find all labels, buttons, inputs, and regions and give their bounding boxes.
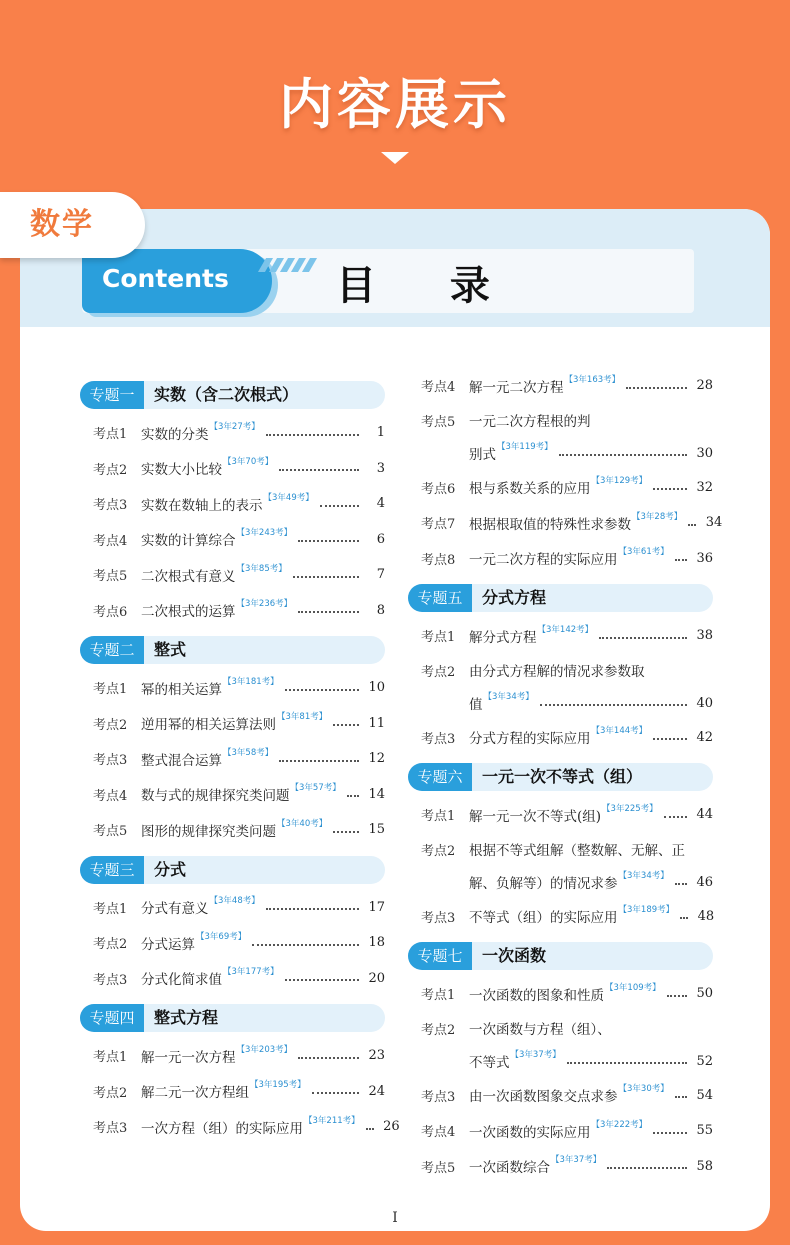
- toc-entry[interactable]: [80, 1109, 400, 1145]
- leader-dots: [320, 505, 359, 507]
- section-title: 一次函数: [482, 946, 547, 965]
- toc-entry[interactable]: [408, 505, 723, 541]
- entry-tag: 【3年163考】: [564, 374, 621, 385]
- leader-dots: [366, 1128, 374, 1130]
- toc-entry-continued[interactable]: [408, 437, 713, 470]
- entry-title: 分式运算: [141, 936, 195, 953]
- subject-tab: 数学: [0, 192, 145, 258]
- entry-number: 考点1: [93, 427, 128, 443]
- entry-tag: 【3年30考】: [618, 1084, 669, 1095]
- section-badge: 专题一: [80, 381, 144, 409]
- section-title: 实数（含二次根式）: [154, 385, 299, 404]
- entry-number: 考点5: [93, 824, 128, 840]
- entry-page: 44: [696, 807, 713, 823]
- section-title: 一元一次不等式（组）: [482, 767, 643, 786]
- toc-entry[interactable]: [408, 368, 713, 404]
- leader-dots: [347, 795, 359, 797]
- entry-tag: 【3年48考】: [209, 896, 260, 907]
- toc-entry[interactable]: [408, 470, 713, 506]
- toc-right-column: [408, 368, 723, 1184]
- toc-entry-continued[interactable]: [408, 866, 713, 899]
- entry-page: 10: [368, 680, 385, 696]
- entry-tag: 【3年211考】: [304, 1115, 360, 1126]
- section-title: 整式方程: [154, 1008, 219, 1027]
- section-badge: 专题五: [408, 584, 472, 612]
- leader-dots: [279, 760, 359, 762]
- down-arrow-icon: [381, 152, 409, 164]
- entry-number: 考点3: [93, 753, 128, 769]
- entry-tag: 【3年129考】: [591, 476, 648, 487]
- entry-title: 由分式方程解的情况求参数取: [469, 664, 645, 680]
- entry-title: 分式有意义: [141, 901, 209, 918]
- page-number: I: [392, 1210, 398, 1226]
- entry-page: 55: [696, 1123, 713, 1139]
- entry-page: 28: [696, 378, 713, 394]
- entry-number: 考点4: [421, 1125, 456, 1141]
- entry-page: 11: [368, 715, 385, 731]
- toc-entry[interactable]: [80, 451, 385, 487]
- leader-dots: [285, 689, 359, 691]
- entry-tag: 【3年236考】: [236, 599, 293, 610]
- leader-dots: [653, 738, 687, 740]
- entry-title: 幂的相关运算: [141, 681, 222, 698]
- entry-page: 7: [376, 567, 385, 583]
- entry-number: 考点7: [421, 517, 456, 533]
- entry-tag: 【3年109考】: [605, 982, 661, 993]
- entry-page: 3: [376, 460, 385, 476]
- toc-entry-continued[interactable]: [408, 687, 713, 720]
- section-title: 分式方程: [482, 588, 547, 607]
- entry-number: 考点1: [93, 901, 128, 917]
- entry-tag: 【3年203考】: [236, 1044, 293, 1055]
- section-badge: 专题六: [408, 763, 472, 791]
- entry-number: 考点5: [421, 1160, 456, 1176]
- entry-page: 14: [368, 786, 385, 802]
- entry-number: 考点3: [93, 972, 128, 988]
- entry-title: 实数在数轴上的表示: [141, 497, 263, 514]
- leader-dots: [675, 559, 687, 561]
- toc-entry[interactable]: [408, 797, 713, 833]
- entry-tag: 【3年189考】: [618, 905, 675, 916]
- entry-title: 由一次函数图象交点求参: [469, 1089, 618, 1106]
- toc-entry[interactable]: [80, 486, 385, 522]
- toc-entry[interactable]: [408, 976, 713, 1012]
- section-badge: 专题三: [80, 856, 144, 884]
- entry-page: 32: [696, 479, 713, 495]
- entry-tag: 【3年81考】: [277, 712, 328, 723]
- entry-title: 实数大小比较: [141, 462, 222, 479]
- entry-page: 23: [368, 1048, 385, 1064]
- entry-page: 8: [376, 602, 385, 618]
- entry-title: 解分式方程: [469, 629, 537, 646]
- toc-entry[interactable]: [80, 1038, 385, 1074]
- entry-page: 24: [368, 1083, 385, 1099]
- entry-tag: 【3年34考】: [483, 692, 534, 702]
- entry-number: 考点3: [93, 498, 128, 514]
- entry-title: 一次方程（组）的实际应用: [141, 1120, 303, 1137]
- entry-number: 考点2: [93, 717, 128, 733]
- entry-tag: 【3年181考】: [223, 676, 279, 687]
- entry-title: 一元二次方程根的判: [469, 414, 591, 430]
- entry-title: 分式方程的实际应用: [469, 731, 591, 748]
- entry-page: 4: [376, 496, 385, 512]
- toc-entry[interactable]: [80, 812, 385, 848]
- leader-dots: [333, 724, 359, 726]
- toc-entry[interactable]: [408, 618, 713, 654]
- toc-entry[interactable]: [408, 654, 713, 687]
- entry-title: 二次根式有意义: [141, 568, 236, 585]
- entry-tag: 【3年49考】: [263, 492, 314, 503]
- entry-page: 6: [376, 531, 385, 547]
- entry-number: 考点2: [421, 1022, 456, 1038]
- entry-page: 1: [376, 425, 385, 441]
- entry-number: 考点4: [421, 380, 456, 396]
- entry-tag: 【3年142考】: [537, 624, 594, 635]
- toc-entry[interactable]: [408, 833, 713, 866]
- entry-page: 42: [696, 729, 713, 745]
- section-title: 分式: [154, 859, 187, 879]
- leader-dots: [653, 1132, 687, 1134]
- leader-dots: [252, 944, 359, 946]
- entry-title: 解一元一次不等式(组): [469, 808, 602, 825]
- entry-tag: 【3年28考】: [632, 511, 683, 522]
- leader-dots: [266, 434, 359, 436]
- entry-number: 考点3: [421, 731, 456, 747]
- entry-title: 根据根取值的特殊性求参数: [469, 516, 631, 533]
- entry-page: 26: [383, 1119, 400, 1135]
- entry-number: 考点1: [93, 682, 128, 698]
- entry-number: 考点4: [93, 533, 128, 549]
- entry-number: 考点1: [93, 1050, 128, 1066]
- entry-title: 整式混合运算: [141, 752, 222, 769]
- toc-entry[interactable]: [80, 593, 385, 629]
- entry-page: 48: [697, 908, 715, 924]
- toc-entry[interactable]: [408, 1149, 713, 1185]
- entry-page: 38: [696, 628, 713, 644]
- toc-entry[interactable]: [80, 706, 385, 742]
- section-header: [80, 856, 385, 884]
- page-title: 内容展示: [279, 73, 511, 136]
- entry-title: 根据不等式组解（整数解、无解、正: [469, 843, 685, 859]
- entry-title: 根与系数关系的应用: [469, 481, 591, 498]
- entry-tag: 【3年85考】: [236, 563, 287, 574]
- entry-tag: 【3年57考】: [290, 783, 341, 794]
- entry-page: 20: [368, 970, 385, 986]
- entry-page: 34: [705, 515, 723, 531]
- toc-entry[interactable]: [80, 522, 385, 558]
- leader-dots: [559, 454, 687, 456]
- entry-tag: 【3年37考】: [510, 1050, 561, 1060]
- entry-page: 30: [696, 445, 713, 461]
- toc-entry[interactable]: [408, 541, 713, 577]
- leader-dots: [333, 831, 359, 833]
- section-badge: 专题四: [80, 1004, 144, 1032]
- leader-dots: [688, 524, 696, 526]
- entry-title: 不等式（组）的实际应用: [469, 910, 618, 927]
- leader-dots: [653, 488, 687, 490]
- entry-title: 一次函数与方程（组）、: [469, 1022, 611, 1038]
- entry-number: 考点5: [421, 414, 456, 430]
- toc-entry[interactable]: [80, 961, 385, 997]
- entry-tag: 【3年195考】: [250, 1080, 306, 1091]
- leader-dots: [567, 1062, 687, 1064]
- leader-dots: [607, 1167, 687, 1169]
- toc-entry[interactable]: [80, 670, 385, 706]
- toc-entry-continued[interactable]: [408, 1045, 713, 1078]
- entry-tag: 【3年177考】: [223, 967, 279, 978]
- entry-page: 54: [696, 1087, 713, 1103]
- leader-dots: [266, 908, 359, 910]
- entry-title: 二次根式的运算: [141, 604, 236, 621]
- contents-label: Contents: [82, 249, 272, 313]
- entry-page: 58: [696, 1158, 713, 1174]
- entry-title-cont: 别式: [469, 447, 496, 463]
- leader-dots: [293, 576, 359, 578]
- section-header: [408, 763, 713, 791]
- entry-tag: 【3年69考】: [196, 931, 247, 942]
- entry-tag: 【3年40考】: [277, 818, 328, 829]
- toc-entry[interactable]: [80, 890, 385, 926]
- entry-number: 考点6: [93, 604, 128, 620]
- entry-page: 40: [696, 695, 713, 711]
- entry-tag: 【3年144考】: [591, 726, 648, 737]
- entry-title: 实数的分类: [141, 426, 209, 443]
- entry-title: 一次函数的实际应用: [469, 1124, 591, 1141]
- toc-entry[interactable]: [408, 1012, 713, 1045]
- toc-entry[interactable]: [408, 899, 713, 935]
- section-header: [408, 584, 713, 612]
- toc-entry[interactable]: [80, 1074, 385, 1110]
- entry-tag: 【3年61考】: [618, 547, 669, 558]
- section-header: [408, 942, 713, 970]
- leader-dots: [680, 917, 688, 919]
- leader-dots: [599, 637, 687, 639]
- entry-number: 考点2: [421, 843, 456, 859]
- entry-page: 15: [368, 822, 385, 838]
- leader-dots: [279, 469, 359, 471]
- entry-number: 考点1: [421, 630, 456, 646]
- section-header: [80, 636, 385, 664]
- entry-tag: 【3年225考】: [602, 803, 658, 814]
- entry-tag: 【3年119考】: [497, 442, 553, 452]
- entry-title-cont: 不等式: [469, 1055, 510, 1071]
- entry-title: 解一元一次方程: [141, 1049, 236, 1066]
- entry-page: 46: [696, 874, 713, 890]
- entry-title-cont: 解、负解等）的情况求参: [469, 876, 618, 892]
- entry-number: 考点5: [93, 569, 128, 585]
- leader-dots: [675, 883, 687, 885]
- entry-page: 12: [368, 751, 385, 767]
- section-title: 整式: [154, 640, 187, 659]
- toc-entry[interactable]: [408, 1078, 713, 1114]
- section-badge: 专题七: [408, 942, 472, 970]
- entry-title: 图形的规律探究类问题: [141, 823, 276, 840]
- entry-number: 考点6: [421, 481, 456, 497]
- leader-dots: [298, 540, 359, 542]
- entry-tag: 【3年243考】: [236, 528, 293, 539]
- entry-tag: 【3年58考】: [223, 747, 274, 758]
- leader-dots: [664, 816, 687, 818]
- entry-tag: 【3年37考】: [551, 1155, 602, 1166]
- entry-title: 一次函数综合: [469, 1160, 550, 1177]
- entry-page: 17: [368, 899, 385, 915]
- leader-dots: [667, 995, 687, 997]
- leader-dots: [298, 611, 359, 613]
- toc-entry[interactable]: [80, 557, 385, 593]
- toc-title: 目 录: [336, 263, 520, 309]
- entry-title: 数与式的规律探究类问题: [141, 788, 290, 805]
- entry-tag: 【3年70考】: [223, 457, 274, 468]
- entry-number: 考点2: [421, 664, 456, 680]
- leader-dots: [298, 1057, 359, 1059]
- toc-entry[interactable]: [408, 720, 713, 756]
- leader-dots: [312, 1092, 359, 1094]
- toc-entry[interactable]: [408, 404, 713, 437]
- entry-title: 分式化简求值: [141, 972, 222, 989]
- toc-left-column: [80, 381, 400, 1145]
- entry-number: 考点3: [93, 1121, 128, 1137]
- toc-entry[interactable]: [80, 741, 385, 777]
- entry-number: 考点1: [421, 809, 456, 825]
- entry-number: 考点3: [421, 910, 456, 926]
- entry-title: 一元二次方程的实际应用: [469, 552, 618, 569]
- entry-page: 18: [368, 935, 385, 951]
- entry-title: 实数的计算综合: [141, 533, 236, 550]
- entry-tag: 【3年34考】: [618, 871, 669, 881]
- entry-number: 考点2: [93, 462, 128, 478]
- entry-page: 50: [696, 986, 713, 1002]
- leader-dots: [675, 1096, 687, 1098]
- toc-entry[interactable]: [80, 925, 385, 961]
- toc-entry[interactable]: [80, 777, 385, 813]
- entry-number: 考点3: [421, 1089, 456, 1105]
- toc-entry[interactable]: [80, 415, 385, 451]
- entry-tag: 【3年27考】: [209, 421, 260, 432]
- entry-number: 考点4: [93, 788, 128, 804]
- leader-dots: [540, 704, 687, 706]
- toc-entry[interactable]: [408, 1113, 713, 1149]
- entry-title: 一次函数的图象和性质: [469, 987, 604, 1004]
- entry-page: 52: [696, 1053, 713, 1069]
- entry-title: 解二元一次方程组: [141, 1085, 249, 1102]
- section-header: [80, 1004, 385, 1032]
- leader-dots: [285, 979, 359, 981]
- entry-number: 考点2: [93, 1085, 128, 1101]
- entry-tag: 【3年222考】: [591, 1119, 648, 1130]
- section-badge: 专题二: [80, 636, 144, 664]
- entry-title: 解一元二次方程: [469, 379, 564, 396]
- entry-number: 考点1: [421, 988, 456, 1004]
- section-header: [80, 381, 385, 409]
- entry-page: 36: [696, 550, 713, 566]
- leader-dots: [626, 387, 687, 389]
- entry-number: 考点8: [421, 552, 456, 568]
- entry-title-cont: 值: [469, 697, 483, 713]
- stripes-decoration-icon: [262, 257, 317, 276]
- entry-number: 考点2: [93, 937, 128, 953]
- entry-title: 逆用幂的相关运算法则: [141, 717, 276, 734]
